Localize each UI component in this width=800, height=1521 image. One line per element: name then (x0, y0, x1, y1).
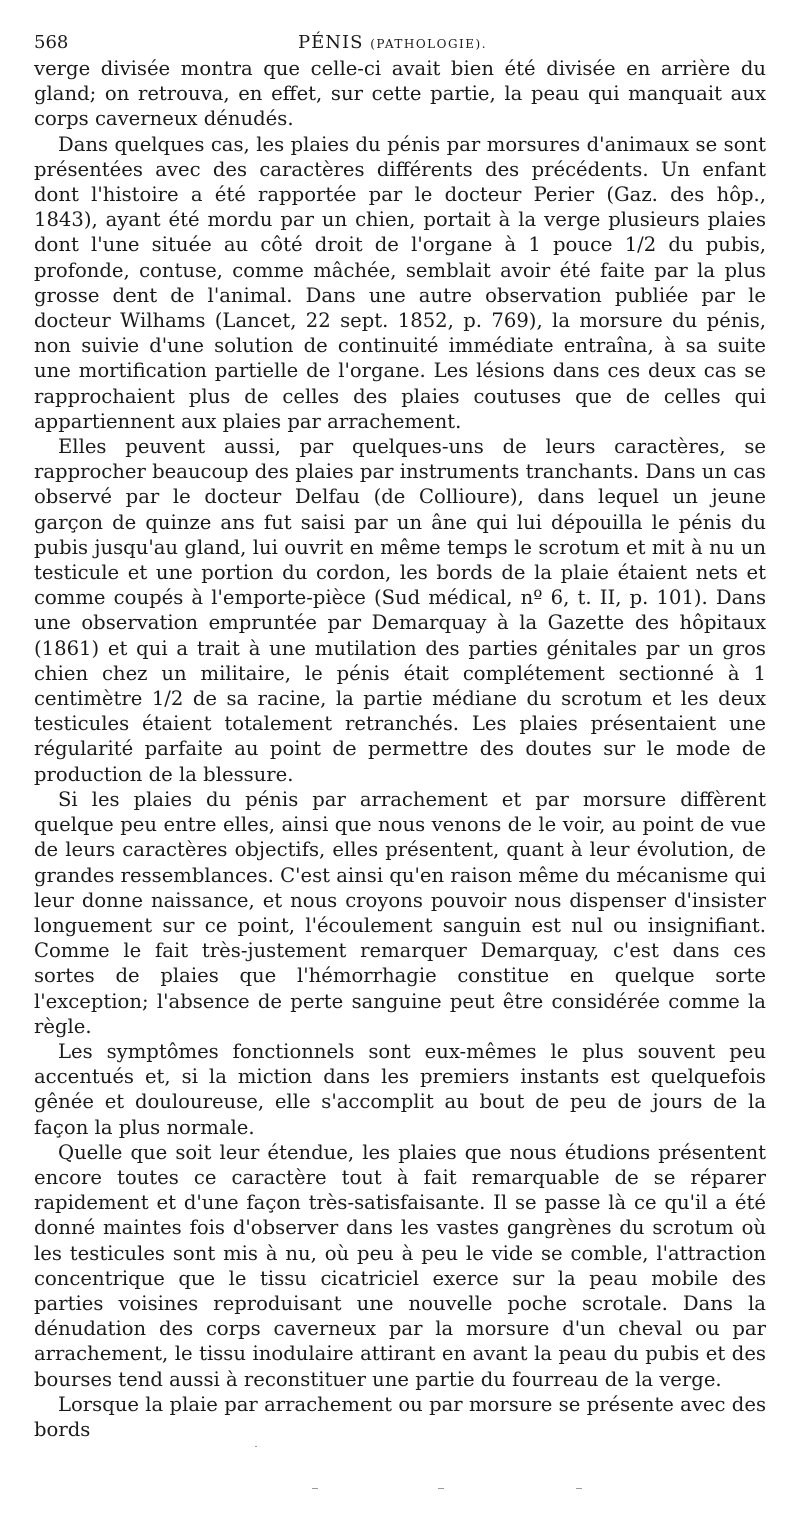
page-number: 568 (34, 32, 69, 53)
paragraph: Si les plaies du pénis par arrachement et par morsure diffèrent quelque peu entre elles, ainsi que nous venons de le voir, au point de vue de leurs caractères objectifs, elles présentent, quant à leur évolution, de grandes ressemblances. C'est ainsi qu'en raison même du mécanisme qui leur donne naissance, et nous croyons pouvoir nous dispenser d'insister longuement sur ce point, l'écoulement sanguin est nul ou insignifiant. Comme le fait très-justement remarquer Demarquay, c'est dans ces sortes de plaies que l'hémorrhagie constitue en quelque sorte l'exception; l'absence de perte sanguine peut être considérée comme la règle. (34, 787, 766, 1038)
print-speck (312, 1488, 318, 1489)
page-bottom-specks (0, 1436, 800, 1516)
running-title-main: PÉNIS (298, 32, 364, 53)
running-title (298, 32, 487, 53)
running-header (34, 26, 766, 56)
paragraph-continued: verge divisée montra que celle-ci avait bien été divisée en arrière du gland; on retrouva, en effet, sur cette partie, la peau qui manquait aux corps caverneux dénudés. (34, 57, 766, 131)
paragraph: Quelle que soit leur étendue, les plaies que nous étudions présentent encore toutes ce caractère tout à fait remarquable de se réparer rapidement et d'une façon très-satisfaisante. Il se passe là ce qu'il a été donné maintes fois d'observer dans les vastes gangrènes du scrotum où les testicules sont mis à nu, où peu à peu le vide se comble, l'attraction concentrique que le tissu cicatriciel exerce sur la peau mobile des parties voisines reproduisant une nouvelle poche scrotale. Dans la dénudation des corps caverneux par la morsure d'un cheval ou par arrachement, le tissu inodulaire attirant en avant la peau du pubis et des bourses tend aussi à reconstituer une partie du fourreau de la verge. (34, 1140, 766, 1391)
document-page (34, 26, 766, 1442)
print-speck (438, 1488, 444, 1489)
body-text (34, 56, 766, 1442)
paragraph-last: Lorsque la plaie par arrachement ou par morsure se présente avec des bords (34, 1392, 766, 1441)
paragraph: Elles peuvent aussi, par quelques-uns de leurs caractères, se rapprocher beaucoup des plaies par instruments tranchants. Dans un cas observé par le docteur Delfau (de Collioure), dans lequel un jeune garçon de quinze ans fut saisi par un âne qui lui dépouilla le pénis du pubis jusqu'au gland, lui ouvrit en même temps le scrotum et mit à nu un testicule et une portion du cordon, les bords de la plaie étaient nets et comme coupés à l'emporte-pièce (Sud médical, nº 6, t. II, p. 101). Dans une observation empruntée par Demarquay à la Gazette des hôpitaux (1861) et qui a trait à une mutilation des parties génitales par un gros chien chez un militaire, le pénis était complétement sectionné à 1 centimètre 1/2 de sa racine, la partie médiane du scrotum et les deux testicules étaient totalement retranchés. Les plaies présentaient une régularité parfaite au point de permettre des doutes sur le mode de production de la blessure. (34, 435, 766, 786)
print-speck (255, 1446, 257, 1447)
print-speck (576, 1488, 582, 1489)
paragraph: Dans quelques cas, les plaies du pénis par morsures d'animaux se sont présentées avec des caractères différents des précédents. Un enfant dont l'histoire a été rapportée par le docteur Perier (Gaz. des hôp., 1843), ayant été mordu par un chien, portait à la verge plusieurs plaies dont l'une située au côté droit de l'organe à 1 pouce 1/2 du pubis, profonde, contuse, comme mâchée, semblait avoir été faite par la plus grosse dent de l'animal. Dans une autre observation publiée par le docteur Wilhams (Lancet, 22 sept. 1852, p. 769), la morsure du pénis, non suivie d'une solution de continuité immédiate entraîna, à sa suite une mortification partielle de l'organe. Les lésions dans ces deux cas se rapprochaient plus de celles des plaies coutuses que de celles qui appartiennent aux plaies par arrachement. (34, 132, 766, 433)
running-title-subtitle: (PATHOLOGIE). (370, 37, 488, 51)
paragraph: Les symptômes fonctionnels sont eux-mêmes le plus souvent peu accentués et, si la miction dans les premiers instants est quelquefois gênée et douloureuse, elle s'accomplit au bout de peu de jours de la façon la plus normale. (34, 1039, 766, 1139)
